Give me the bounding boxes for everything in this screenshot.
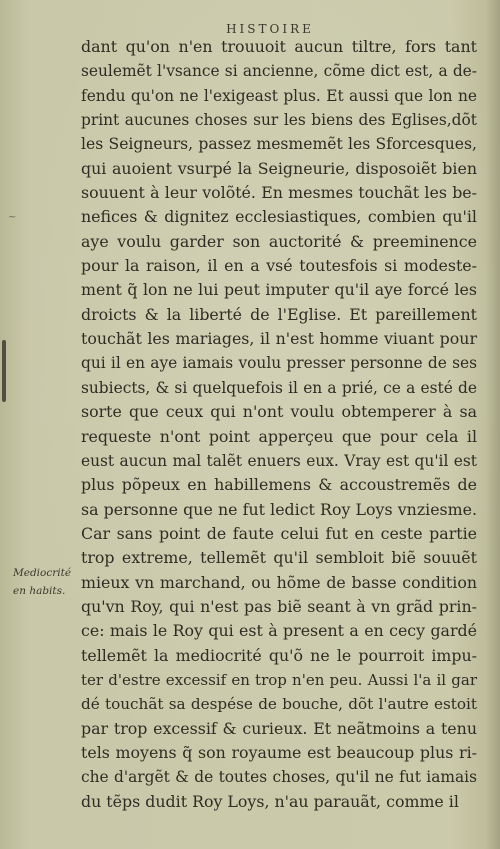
text-line: sa personne que ne fut ledict Roy Loys vnziesme. [81,499,477,519]
text-line: dé touchãt sa despése de bouche, dõt l'autre estoit [81,695,477,714]
text-line: du tẽps dudit Roy Loys, n'au parauãt, comme il [81,791,459,811]
text-line: droicts & la liberté de l'Eglise. Et pareillement [81,304,477,324]
text-line: tels moyens q̃ son royaume est beaucoup plus ri- [81,742,477,762]
text-line: trop extreme, tellemẽt qu'il sembloit biẽ souuẽt [81,548,477,568]
text-line: nefices & dignitez ecclesiastiques, combien qu'il [81,207,477,227]
text-line: ce: mais le Roy qui est à present a en cecy gardé [81,621,477,641]
text-line: ter d'estre excessif en trop n'en peu. Aussi l'a il gar [81,670,477,689]
text-line: les Seigneurs, passez mesmemẽt les Sforcesques, [81,135,477,154]
gutter-shadow [486,0,500,849]
text-line: souuent à leur volõté. En mesmes touchãt les be- [81,183,477,203]
text-line: Car sans point de faute celui fut en ceste partie [81,523,477,543]
text-line: dant qu'on n'en trouuoit aucun tiltre, fors tant [81,37,477,56]
text-line: touchãt les mariages, il n'est homme viuant pour [81,329,477,349]
text-line: seulemẽt l'vsance si ancienne, cõme dict est, a de- [81,62,477,81]
text-line: pour la raison, il en a vsé toutesfois si modeste- [81,256,477,276]
text-line: qu'vn Roy, qui n'est pas biẽ seant à vn grãd prin- [81,596,477,616]
marginal-note [13,564,79,600]
text-line: subiects, & si quelquefois il en a prié, ce a esté de [81,378,477,397]
text-line: sorte que ceux qui n'ont voulu obtemperer à sa [81,402,477,422]
text-line: aye voulu garder son auctorité & preeminence [81,231,477,251]
edge-speck: ~ [8,212,17,223]
text-line: plus põpeux en habillemens & accoustremẽs de [81,475,477,495]
text-line: fendu qu'on ne l'exigeast plus. Et aussi que lon ne [81,86,477,105]
body-text [81,35,477,814]
marginal-note-line: en habits. [13,585,66,597]
text-line: requeste n'ont point apperçeu que pour cela il [81,426,477,446]
text-line: che d'argẽt & de toutes choses, qu'il ne fut iamais [81,768,477,787]
edge-ink-mark [2,340,6,402]
text-line: print aucunes choses sur les biens des Eglises,dõt [81,111,477,130]
text-line: mieux vn marchand, ou hõme de basse condition [81,572,477,592]
text-line: par trop excessif & curieux. Et neãtmoins a tenu [81,718,477,738]
text-line: ment q̃ lon ne lui peut imputer qu'il aye forcé les [81,280,477,300]
marginal-note-line: Mediocrité [13,567,72,579]
text-line: qui auoient vsurpé la Seigneurie, disposoiẽt bien [81,158,477,178]
text-line: tellemẽt la mediocrité qu'õ ne le pourroit impu- [81,645,477,665]
text-line: eust aucun mal talẽt enuers eux. Vray est qu'il est [81,451,477,470]
text-line: qui il en aye iamais voulu presser personne de ses [81,354,477,373]
running-head: HISTOIRE [226,22,314,36]
